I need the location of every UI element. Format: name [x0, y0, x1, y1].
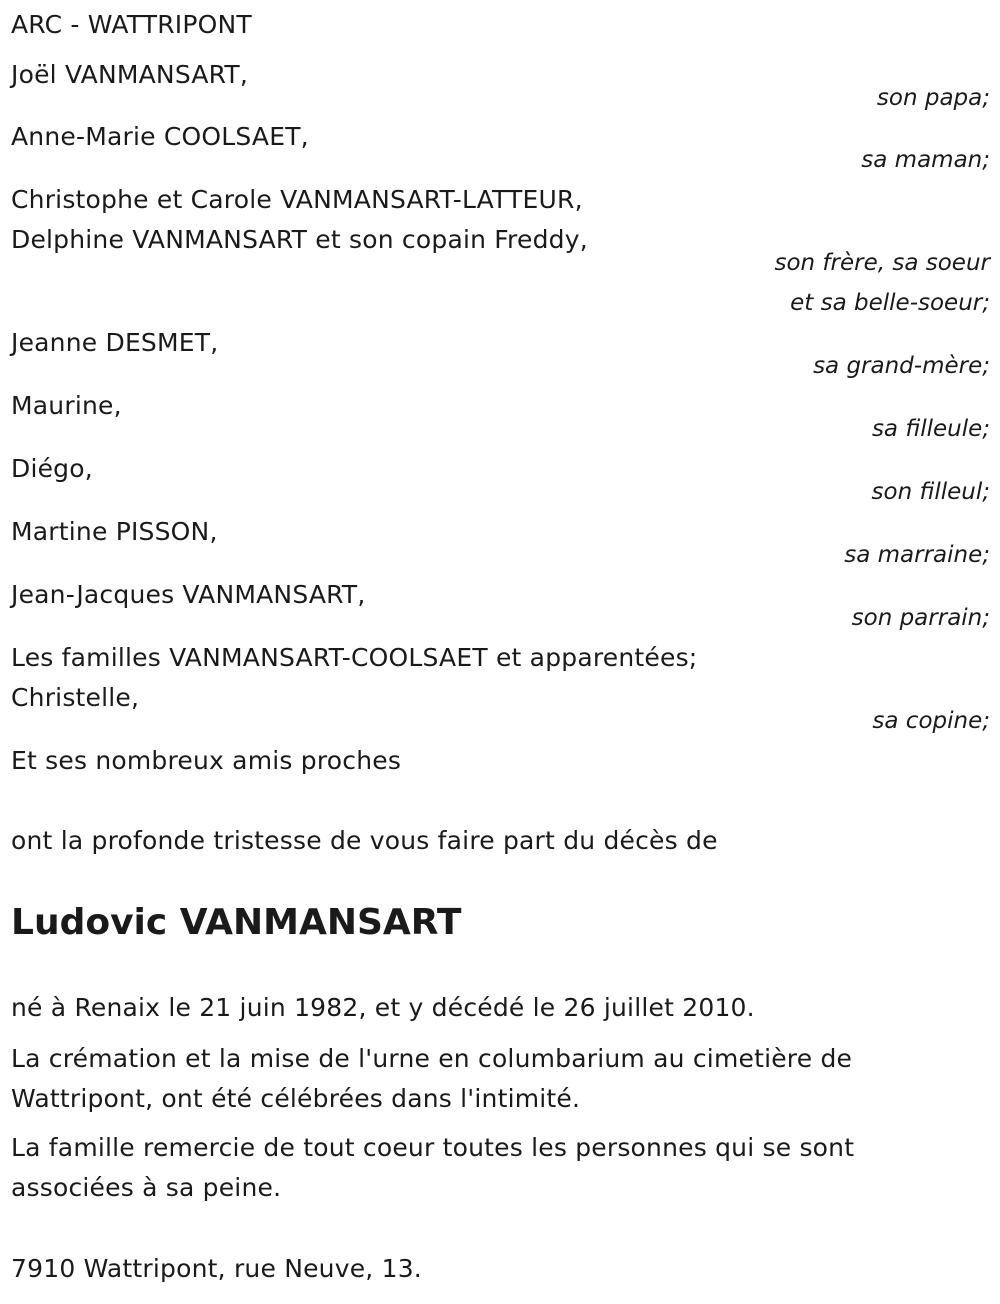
thanks-text-line2: associées à sa peine. — [11, 1173, 282, 1202]
family-relation-father: son papa; — [876, 85, 990, 111]
family-relation-godson: son filleul; — [871, 479, 990, 505]
family-name-father: Joël VANMANSART, — [11, 60, 249, 89]
birth-death-text: né à Renaix le 21 juin 1982, et y décédé le 26 juillet 2010. — [11, 993, 755, 1022]
ceremony-text-line1: La crémation et la mise de l'urne en columbarium au cimetière de — [11, 1044, 853, 1073]
family-relation-siblings-1: son frère, sa soeur — [774, 250, 990, 276]
family-name-siblings-1: Christophe et Carole VANMANSART-LATTEUR, — [11, 185, 583, 214]
header-location: ARC - WATTRIPONT — [11, 10, 252, 39]
family-name-siblings-2: Delphine VANMANSART et son copain Freddy, — [11, 225, 588, 254]
family-name-girlfriend: Christelle, — [11, 683, 140, 712]
family-name-friends: Et ses nombreux amis proches — [11, 746, 402, 775]
ceremony-text-line2: Wattripont, ont été célébrées dans l'intimité. — [11, 1084, 581, 1113]
family-relation-siblings-2: et sa belle-soeur; — [790, 290, 990, 316]
family-relation-girlfriend: sa copine; — [872, 708, 990, 734]
family-relation-godmother: sa marraine; — [844, 542, 990, 568]
family-name-grandmother: Jeanne DESMET, — [11, 328, 219, 357]
family-name-godson: Diégo, — [11, 454, 93, 483]
family-name-families: Les familles VANMANSART-COOLSAET et apparentées; — [11, 643, 698, 672]
thanks-text-line1: La famille remercie de tout coeur toutes les personnes qui se sont — [11, 1133, 855, 1162]
family-relation-mother: sa maman; — [861, 147, 990, 173]
address-text: 7910 Wattripont, rue Neuve, 13. — [11, 1254, 422, 1283]
deceased-name: Ludovic VANMANSART — [11, 902, 462, 943]
family-relation-grandmother: sa grand-mère; — [813, 353, 990, 379]
family-relation-godfather: son parrain; — [851, 605, 990, 631]
family-name-mother: Anne-Marie COOLSAET, — [11, 122, 309, 151]
announcement-text: ont la profonde tristesse de vous faire part du décès de — [11, 826, 718, 855]
family-name-godmother: Martine PISSON, — [11, 517, 218, 546]
family-relation-goddaughter: sa filleule; — [871, 416, 990, 442]
family-name-goddaughter: Maurine, — [11, 391, 122, 420]
family-name-godfather: Jean-Jacques VANMANSART, — [11, 580, 366, 609]
